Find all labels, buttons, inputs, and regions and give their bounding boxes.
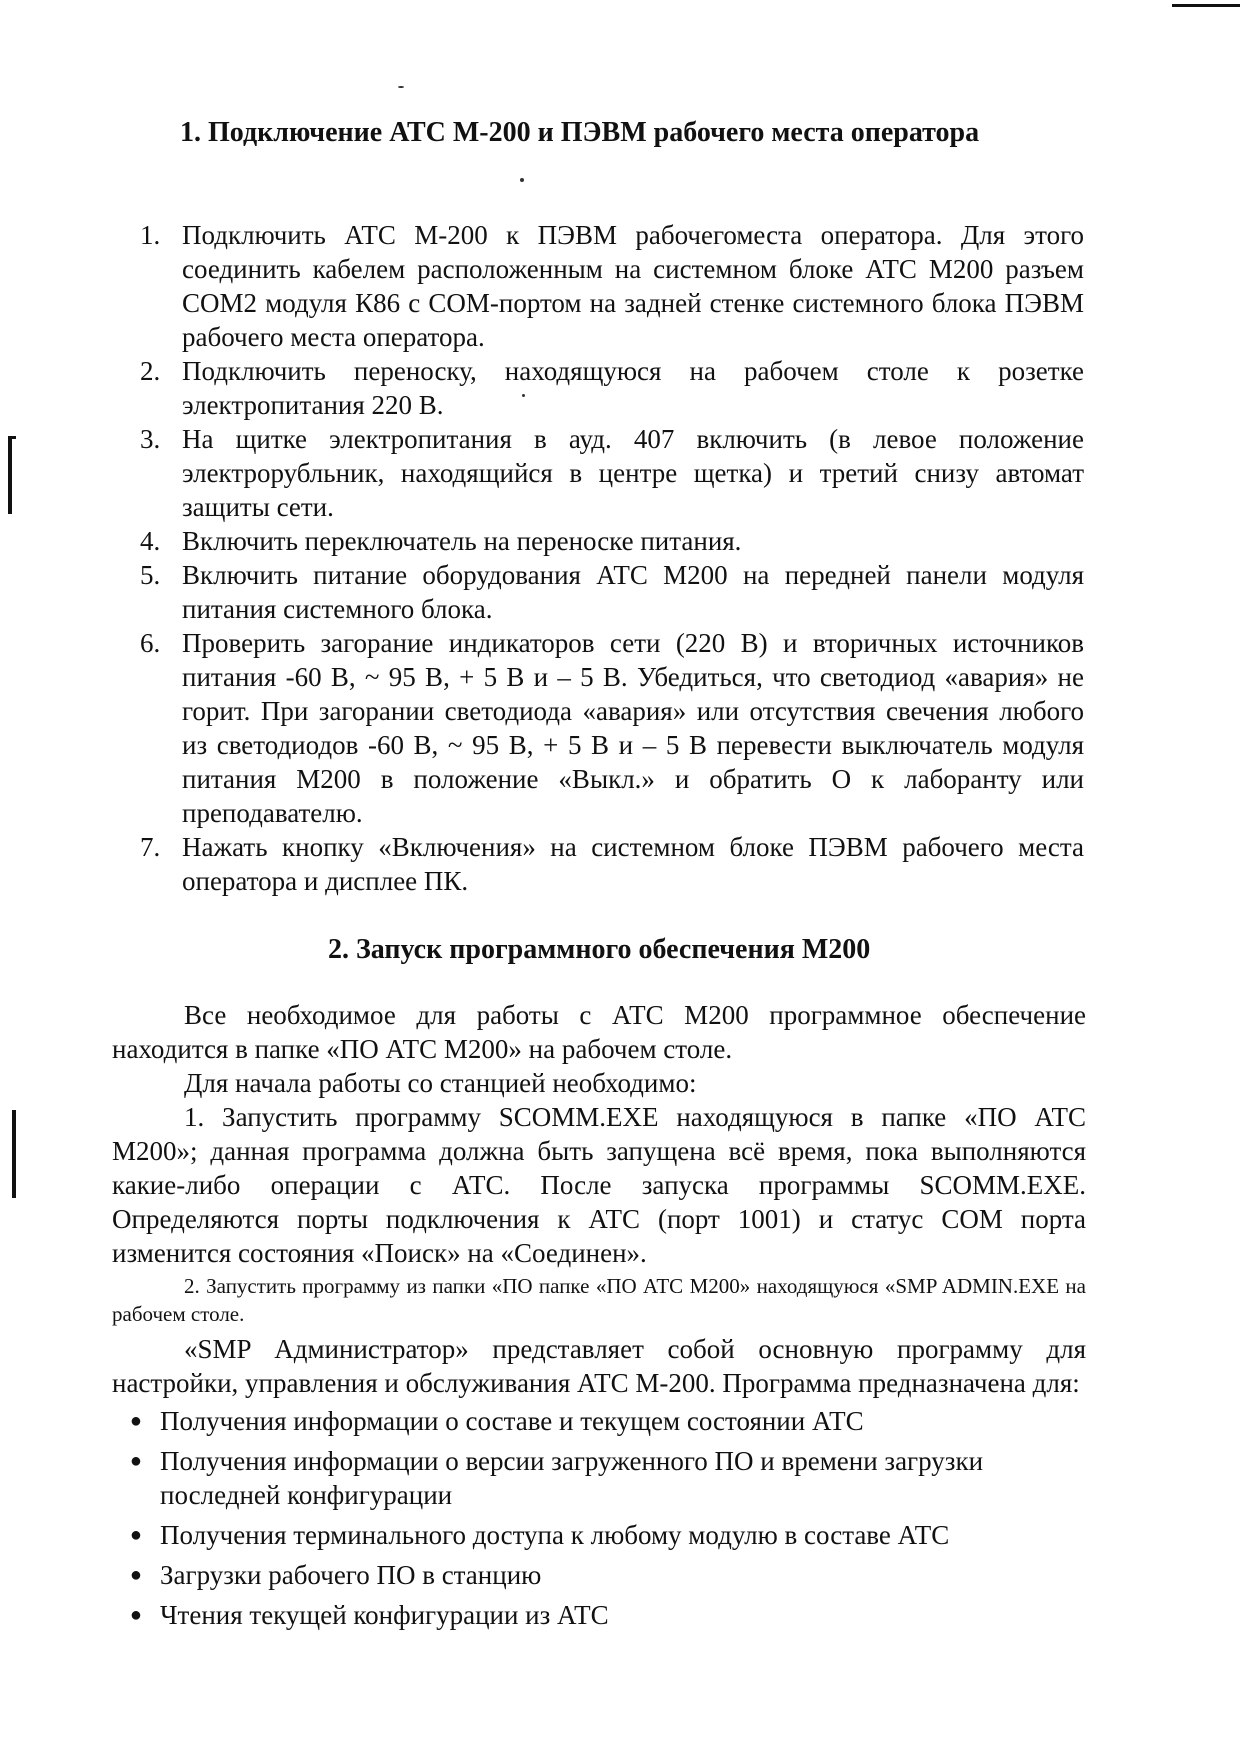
bullet-item [112,1404,1086,1438]
section2-heading: 2. Запуск программного обеспечения М200 [328,934,871,965]
list-item-number: 2. [140,356,161,386]
list-item [140,626,1084,830]
list-item [140,218,1084,354]
list-item-number: 1. [140,220,161,250]
scan-mark-left-1 [8,436,12,514]
paragraph: Все необходимое для работы с АТС М200 программное обеспечение находится в папке «ПО АТС М200» на рабочем столе. [112,1000,1086,1064]
list-item [140,558,1084,626]
list-item-text: На щитке электропитания в ауд. 407 включить (в левое положение электрорубльник, находящийся в центре щетка) и третий снизу автомат защиты сети. [182,424,1084,522]
scan-speck [520,178,524,182]
bullet-icon: ● [129,1524,142,1546]
list-item-number: 4. [140,526,161,556]
bullet-icon: ● [129,1604,142,1626]
list-item-text: Включить питание оборудования АТС М200 на передней панели модуля питания системного блока. [182,560,1084,624]
list-item [140,422,1084,524]
scan-mark-left-1-tick [8,436,16,439]
list-item-text: Нажать кнопку «Включения» на системном блоке ПЭВМ рабочего места оператора и дисплее ПК. [182,832,1084,896]
bullet-icon: ● [129,1410,142,1432]
list-item-text: Проверить загорание индикаторов сети (220 В) и вторичных источников питания -60 В, ~ 95 В, + 5 В и – 5 В. Убедиться, что светодиод «авария» не горит. При загорании светодиода «авария» или отсутствия свечения любого из светодиодов -60 В, ~ 95 В, + 5 В и – 5 В перевести выключатель модуля питания М200 в положение «Выкл.» и обратить О к лаборанту или преподавателю. [182,628,1084,828]
bullet-text: Получения информации о версии загруженного ПО и времени загрузки последней конфигурации [160,1446,984,1510]
bullet-text: Загрузки рабочего ПО в станцию [160,1560,542,1590]
list-item [140,830,1084,898]
section2-body [112,998,1086,1638]
bullet-icon: ● [129,1564,142,1586]
bullet-text: Получения информации о составе и текущем состоянии АТС [160,1406,864,1436]
list-item-text: Подключить АТС М-200 к ПЭВМ рабочегоместа оператора. Для этого соединить кабелем расположенным на системном блоке АТС М200 разъем СОМ2 модуля К86 с СОМ-портом на задней стенке системного блока ПЭВМ рабочего места оператора. [182,220,1084,352]
bullet-item [112,1558,1086,1592]
list-item-number: 3. [140,424,161,454]
list-item [140,354,1084,422]
scan-mark-left-2 [12,1110,16,1198]
bullet-icon: ● [129,1450,142,1472]
list-item-number: 7. [140,832,161,862]
list-item-number: 6. [140,628,161,658]
list-item-number: 5. [140,560,161,590]
bullet-text: Чтения текущей конфигурации из АТС [160,1600,609,1630]
scan-mark-top-right [1172,4,1240,7]
bullet-item [112,1444,1086,1512]
list-item [140,524,1084,558]
bullet-list [112,1404,1086,1632]
bullet-text: Получения терминального доступа к любому модулю в составе АТС [160,1520,950,1550]
section1-heading: 1. Подключение АТС М-200 и ПЭВМ рабочего места оператора [180,117,980,148]
scan-speck [398,86,404,88]
paragraph: «SMP Администратор» представляет собой основную программу для настройки, управления и обслуживания АТС М-200. Программа предназначена для: [112,1334,1086,1398]
paragraph-small: 2. Запустить программу из папки «ПО папке «ПО АТС М200» находящуюся «SMP ADMIN.EXE на рабочем столе. [112,1274,1086,1326]
section1-steps-list [140,218,1084,898]
bullet-item [112,1518,1086,1552]
paragraph: Для начала работы со станцией необходимо: [184,1068,697,1098]
paragraph: 1. Запустить программу SCOMM.EXE находящуюся в папке «ПО АТС М200»; данная программа должна быть запущена всё время, пока выполняются какие-либо операции с АТС. После запуска программы SCOMM.EXE. Определяются порты подключения к АТС (порт 1001) и статус СОМ порта изменится состояния «Поиск» на «Соединен». [112,1102,1086,1268]
list-item-text: Подключить переноску, находящуюся на рабочем столе к розетке электропитания 220 В. [182,356,1084,420]
list-item-text: Включить переключатель на переноске питания. [182,526,742,556]
bullet-item [112,1598,1086,1632]
